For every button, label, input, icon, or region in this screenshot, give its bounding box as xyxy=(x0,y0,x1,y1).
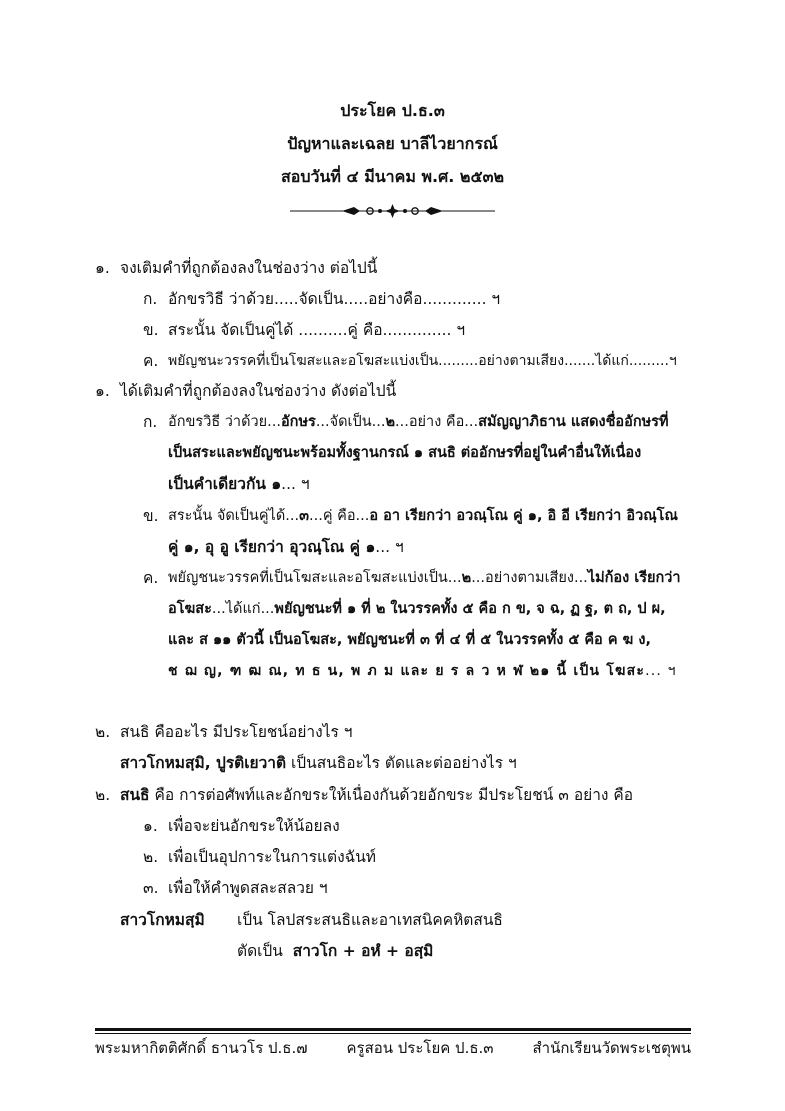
answer-1b-label: ข. xyxy=(143,507,159,525)
exam-level-title: ประโยค ป.ธ.๓ xyxy=(340,101,445,120)
footer-school: สำนักเรียนวัดพระเชตุพน xyxy=(532,1039,691,1057)
answer-1b-line2: คู่ ๑, อุ อู เรียกว่า อุวณฺโณ คู่ ๑... ฯ xyxy=(168,538,404,556)
question-1a-text: อักขรวิธี ว่าด้วย.....จัดเป็น.....อย่างคือ............. ฯ xyxy=(168,290,501,308)
answer-1c-line2: อโฆสะ...ได้แก่...พยัญชนะที่ ๑ ที่ ๒ ในวรรคทั้ง ๕ คือ ก ข, จ ฉ, ฏ ฐ, ต ถ, ป ผ, xyxy=(168,601,666,617)
sandhi-cut: ตัดเป็น สาวโก + อหํ + อสฺมิ xyxy=(237,942,434,960)
footer-rule-thin xyxy=(95,1033,691,1034)
footer xyxy=(95,1038,691,1058)
sandhi-type: เป็น โลปสระสนธิและอาเทสนิคคหิตสนธิ xyxy=(237,911,503,929)
answer-1a-line3: เป็นคำเดียวกัน ๑... ฯ xyxy=(168,475,310,493)
answer-1c-line1: พยัญชนะวรรคที่เป็นโฆสะและอโฆสะแบ่งเป็น...๒...อย่างตามเสียง...ไม่ก้อง เรียกว่า xyxy=(168,570,681,586)
benefit-item-3-number: ๓. xyxy=(143,879,159,897)
question-1-number: ๑. xyxy=(95,259,110,277)
answer-1c-label: ค. xyxy=(143,569,159,587)
benefit-item-2-number: ๒. xyxy=(143,848,159,866)
answer-1-number: ๑. xyxy=(95,382,110,400)
benefit-item-2-text: เพื่อเป็นอุปการะในการแต่งฉันท์ xyxy=(168,848,377,866)
question-2-subtext: สาวโกหมสฺมิ, ปูรติเยวาติ เป็นสนธิอะไร ตัดและต่ออย่างไร ฯ xyxy=(120,754,517,772)
question-1c-label: ค. xyxy=(143,352,159,370)
question-2-number: ๒. xyxy=(95,723,111,741)
sandhi-word: สาวโกหมสฺมิ xyxy=(120,911,205,929)
answer-1a-label: ก. xyxy=(143,413,158,431)
question-2-text: สนธิ คืออะไร มีประโยชน์อย่างไร ฯ xyxy=(120,723,353,741)
benefit-item-1-text: เพื่อจะย่นอักขระให้น้อยลง xyxy=(168,817,340,835)
answer-2-text: สนธิ คือ การต่อศัพท์และอักขระให้เนื่องกันด้วยอักขระ มีประโยชน์ ๓ อย่าง คือ xyxy=(120,786,634,804)
benefit-item-3-text: เพื่อให้คำพูดสละสลวย ฯ xyxy=(168,879,328,897)
answer-1b-line1: สระนั้น จัดเป็นคู่ได้...๓...คู่ คือ...อ อา เรียกว่า อวณฺโณ คู่ ๑, อิ อี เรียกว่า อิวณฺโณ xyxy=(168,508,678,524)
question-1b-text: สระนั้น จัดเป็นคู่ได้ ..........คู่ คือ.............. ฯ xyxy=(168,321,466,339)
question-1c-text: พยัญชนะวรรคที่เป็นโฆสะและอโฆสะแบ่งเป็น.........อย่างตามเสียง.......ได้แก่.........ฯ xyxy=(168,353,677,369)
answer-1-text: ได้เติมคำที่ถูกต้องลงในช่องว่าง ดังต่อไปนี้ xyxy=(120,382,397,400)
footer-rule-thick xyxy=(95,1028,691,1031)
answer-1a-line2: เป็นสระและพยัญชนะพร้อมทั้งฐานกรณ์ ๑ สนธิ ต่ออักษรที่อยู่ในคำอื่นให้เนื่อง xyxy=(168,445,642,461)
ornament-divider xyxy=(290,203,495,219)
footer-teacher: ครูสอน ประโยค ป.ธ.๓ xyxy=(346,1039,494,1057)
answer-1a-line1: อักขรวิธี ว่าด้วย...อักษร...จัดเป็น...๒...อย่าง คือ...สมัญญาภิธาน แสดงชื่ออักษรที่ xyxy=(168,414,669,430)
benefit-item-1-number: ๑. xyxy=(143,817,158,835)
question-1b-label: ข. xyxy=(143,321,159,339)
footer-author: พระมหากิตติศักดิ์ ธานวโร ป.ธ.๗ xyxy=(95,1039,308,1057)
answer-2-number: ๒. xyxy=(95,786,111,804)
answer-1c-line3: และ ส ๑๑ ตัวนี้ เป็นอโฆสะ, พยัญชนะที่ ๓ ที่ ๔ ที่ ๕ ในวรรคทั้ง ๕ คือ ค ฆ ง, xyxy=(168,632,651,648)
question-1-text: จงเติมคำที่ถูกต้องลงในช่องว่าง ต่อไปนี้ xyxy=(120,259,378,277)
answer-1c-line4: ช ฌ ญ, ฑ ฒ ณ, ท ธ น, พ ภ ม และ ย ร ล ว ห ฬ ๒๑ นี้ เป็น โฆสะ... ฯ xyxy=(168,663,677,679)
exam-date-title: สอบวันที่ ๔ มีนาคม พ.ศ. ๒๕๓๒ xyxy=(280,167,505,186)
exam-subject-title: ปัญหาและเฉลย บาลีไวยากรณ์ xyxy=(287,134,498,153)
question-1a-label: ก. xyxy=(143,290,158,308)
